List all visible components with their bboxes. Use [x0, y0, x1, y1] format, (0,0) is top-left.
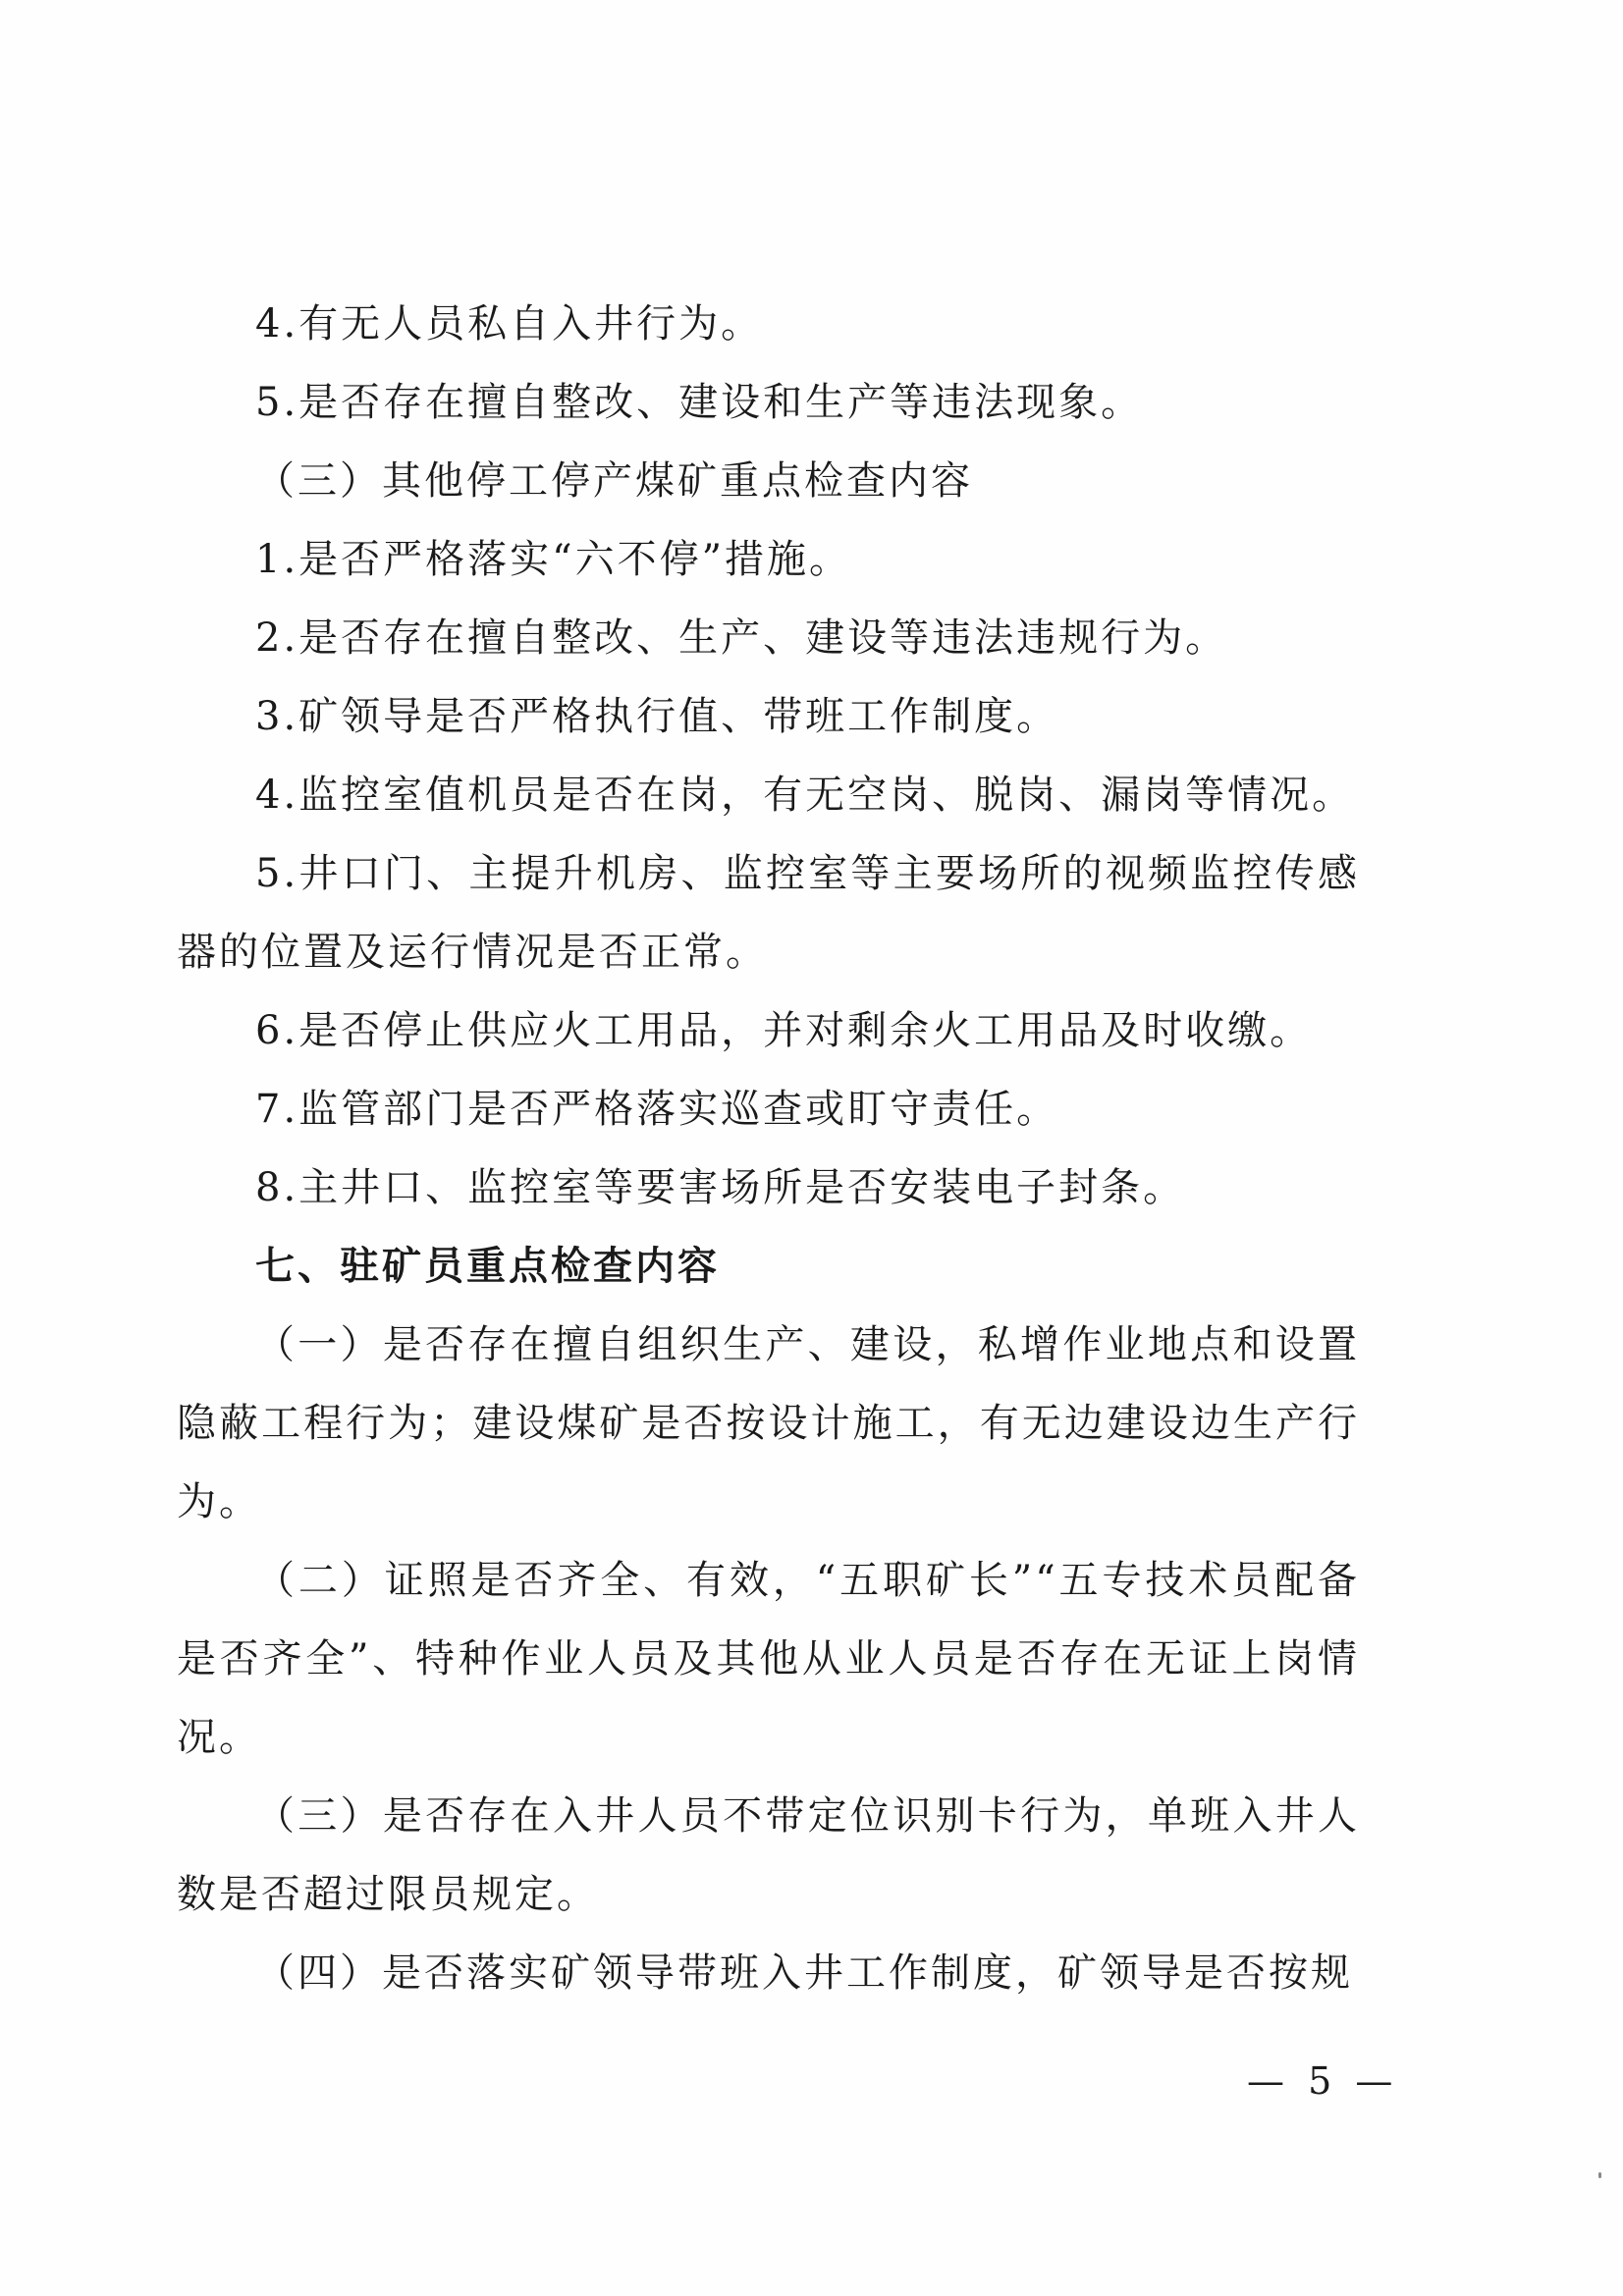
scan-speck [1598, 2172, 1601, 2178]
paragraph-1: 4.有无人员私自入井行为。 [255, 301, 764, 347]
paragraph-11: 8.主井口、监控室等要害场所是否安装电子封条。 [255, 1165, 1186, 1210]
paragraph-16: （四）是否落实矿领导带班入井工作制度，矿领导是否按规 [255, 1950, 1353, 1996]
paragraph-14: （二）证照是否齐全、有效，“五职矿长”“五专技术员配备是否齐全”、特种作业人员及其他从业人员是否存在无证上岗情况。 [177, 1558, 1360, 1760]
document-body [177, 285, 1360, 2012]
paragraph-9: 6.是否停止供应火工用品，并对剩余火工用品及时收缴。 [255, 1008, 1313, 1053]
paragraph-7: 4.监控室值机员是否在岗，有无空岗、脱岗、漏岗等情况。 [255, 773, 1355, 818]
paragraph-8: 5.井口门、主提升机房、监控室等主要场所的视频监控传感器的位置及运行情况是否正常。 [177, 851, 1360, 975]
paragraph-15: （三）是否存在入井人员不带定位识别卡行为，单班入井人数是否超过限员规定。 [177, 1793, 1360, 1917]
paragraph-2: 5.是否存在擅自整改、建设和生产等违法现象。 [255, 380, 1144, 425]
section-heading: 七、驻矿员重点检查内容 [255, 1244, 720, 1289]
paragraph-3: （三）其他停工停产煤矿重点检查内容 [255, 458, 973, 504]
paragraph-5: 2.是否存在擅自整改、生产、建设等违法违规行为。 [255, 615, 1228, 661]
page-number: — 5 — [1247, 2059, 1399, 2103]
paragraph-10: 7.监管部门是否严格落实巡查或盯守责任。 [255, 1087, 1059, 1132]
paragraph-13: （一）是否存在擅自组织生产、建设，私增作业地点和设置隐蔽工程行为；建设煤矿是否按设计施工，有无边建设边生产行为。 [177, 1322, 1360, 1524]
paragraph-4: 1.是否严格落实“六不停”措施。 [255, 537, 852, 582]
paragraph-6: 3.矿领导是否严格执行值、带班工作制度。 [255, 694, 1059, 739]
